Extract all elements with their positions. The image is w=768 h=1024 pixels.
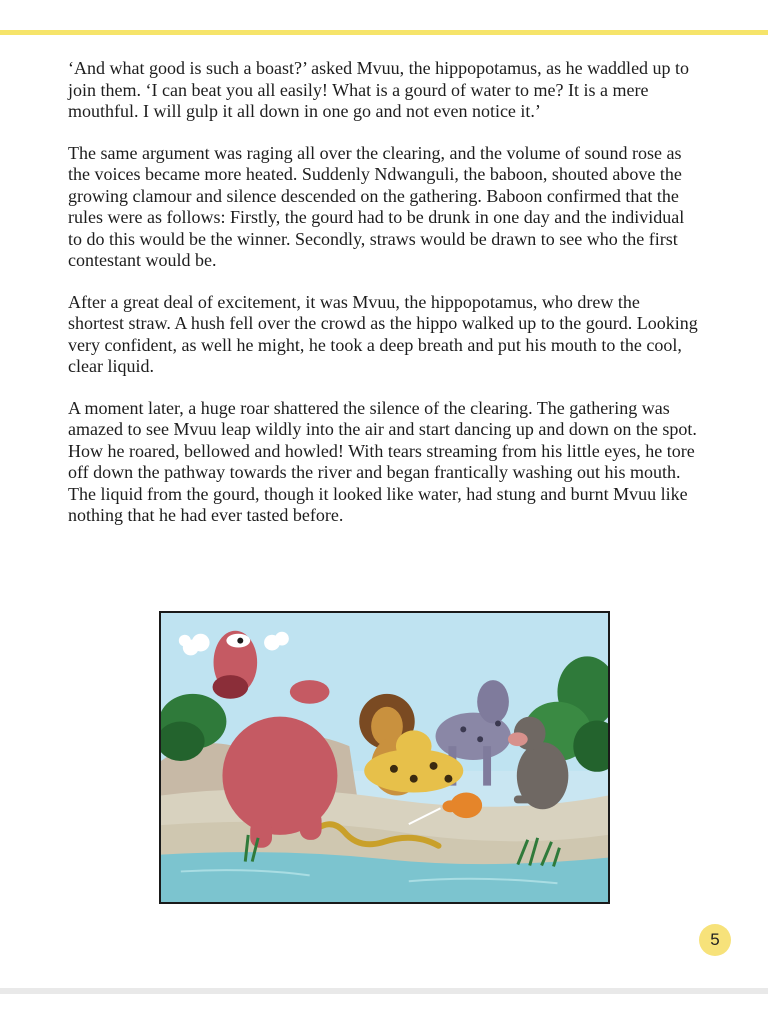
story-illustration bbox=[159, 611, 610, 904]
story-paragraph-2: The same argument was raging all over the clearing, and the volume of sound rose as the voices became more heated. Suddenly Ndwanguli, the baboon, shouted above the growing clamour and silence descended on the gathering. Baboon confirmed that the rules were as follows: Firstly, the gourd had to be drunk in one day and the individual to do this would be the winner. Secondly, straws would be drawn to see who the first contestant would be. bbox=[68, 142, 685, 270]
page-number-badge: 5 bbox=[699, 924, 731, 956]
story-text bbox=[68, 58, 700, 547]
bottom-divider bbox=[0, 988, 768, 994]
story-paragraph-1: ‘And what good is such a boast?’ asked Mvuu, the hippopotamus, as he waddled up to join them. ‘I can beat you all easily! What is a gourd of water to me? It is a mere mouthful. I will gulp it all down in one go and not even notice it.’ bbox=[68, 58, 690, 121]
story-paragraph-4: A moment later, a huge roar shattered the silence of the clearing. The gathering was amazed to see Mvuu leap wildly into the air and start dancing up and down on the spot. How he roared, bellowed and howled! With tears streaming from his little eyes, he tore off down the pathway towards the river and began frantically washing out his mouth. The liquid from the gourd, though it looked like water, had stung and burnt Mvuu like nothing that he had ever tasted before. bbox=[68, 397, 697, 525]
story-paragraph-3: After a great deal of excitement, it was Mvuu, the hippopotamus, who drew the shortest straw. A hush fell over the crowd as the hippo walked up to the gourd. Looking very confident, as well he might, he took a deep breath and put his mouth to the cool, clear liquid. bbox=[68, 291, 698, 376]
top-accent-rule bbox=[0, 30, 768, 35]
